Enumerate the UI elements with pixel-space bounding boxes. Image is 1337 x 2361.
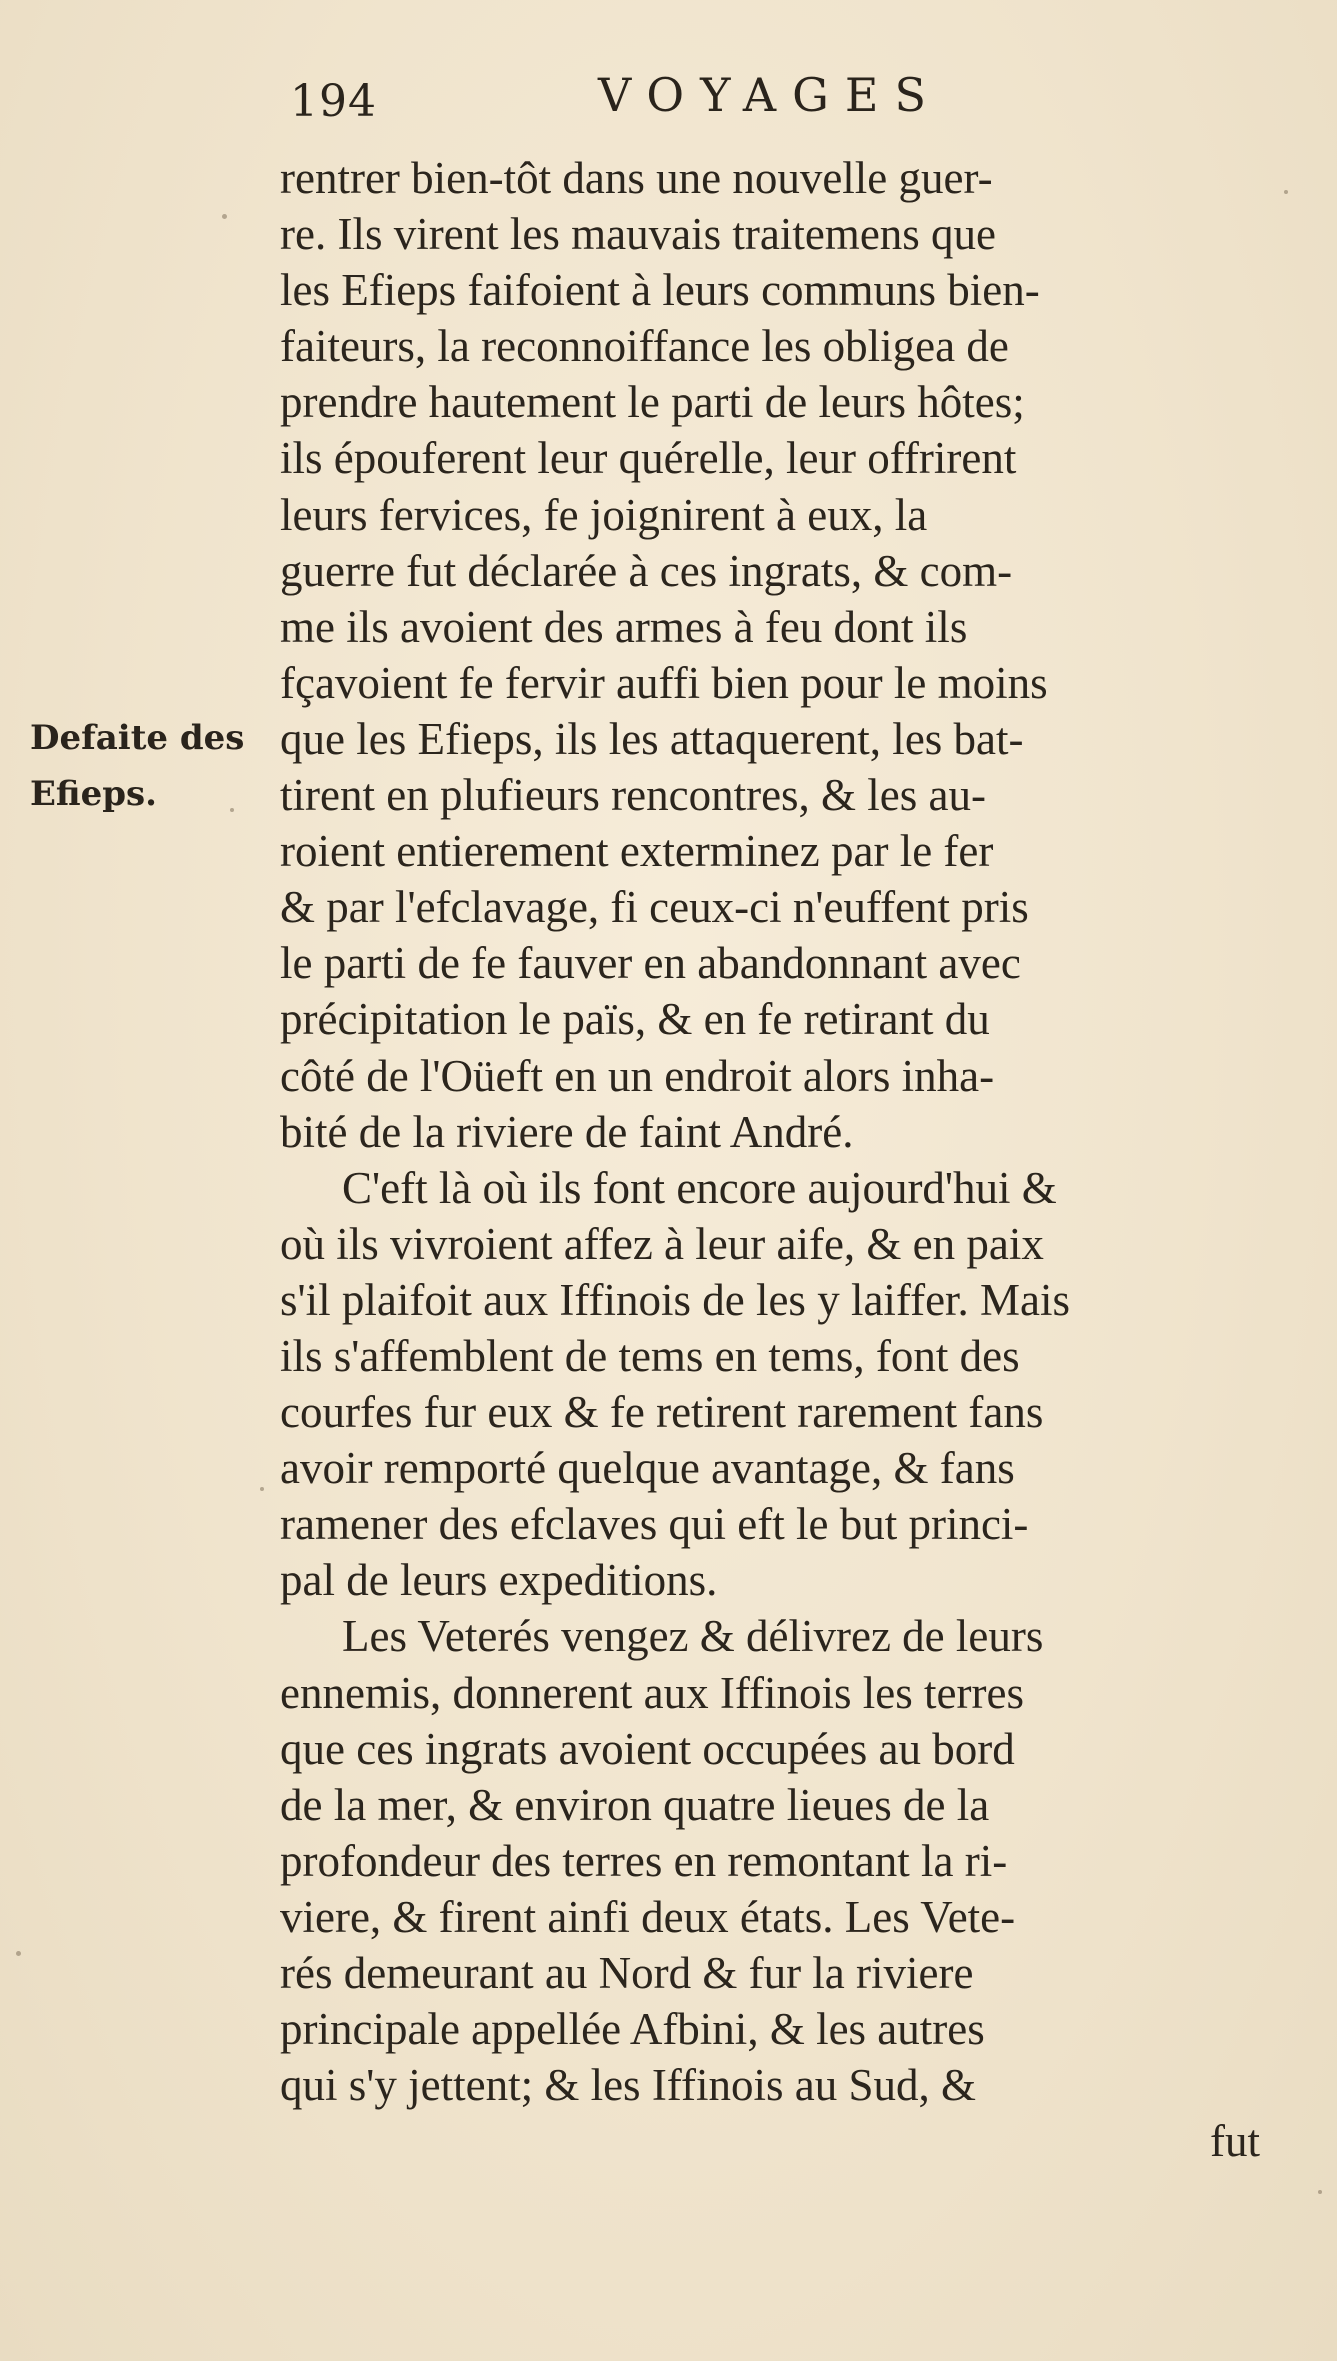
running-title: VOYAGES <box>598 68 942 122</box>
text-line: rentrer bien-tôt dans une nouvelle guer- <box>280 153 993 203</box>
margin-note-line-1: Defaite des <box>30 718 245 758</box>
paper-speck <box>16 1951 21 1956</box>
paragraph-start-line: C'eft là où ils font encore aujourd'hui & <box>342 1162 1057 1213</box>
text-line: tirent en plufieurs rencontres, & les au- <box>280 770 987 821</box>
margin-note <box>30 710 280 822</box>
paper-speck <box>1318 2190 1322 2194</box>
page-header <box>290 68 1050 138</box>
text-line: les Efieps faifoient à leurs communs bien- <box>280 265 1040 316</box>
text-line: ennemis, donnerent aux Iffinois les terres <box>280 1667 1024 1718</box>
text-line: avoir remporté quelque avantage, & fans <box>280 1443 1015 1494</box>
text-line: faiteurs, la reconnoiffance les obligea de <box>280 321 1009 372</box>
text-line: viere, & firent ainfi deux états. Les Vete- <box>280 1891 1016 1942</box>
text-line: me ils avoient des armes à feu dont ils <box>280 601 968 652</box>
text-line: principale appellée Afbini, & les autres <box>280 2004 985 2055</box>
paper-speck <box>260 1487 264 1491</box>
text-line: de la mer, & environ quatre lieues de la <box>280 1779 990 1830</box>
text-line: que les Efieps, ils les attaquerent, les bat- <box>280 713 1024 764</box>
text-line: guerre fut déclarée à ces ingrats, & com- <box>280 545 1013 596</box>
body-text <box>280 150 1280 2169</box>
text-line: leurs fervices, fe joignirent à eux, la <box>280 489 928 540</box>
text-line: fçavoient fe fervir auffi bien pour le moins <box>280 657 1048 708</box>
text-line: re. Ils virent les mauvais traitemens que <box>280 209 997 260</box>
catchword: fut <box>1210 2116 1260 2167</box>
text-line: roient entierement exterminez par le fer <box>280 826 994 877</box>
text-line: bité de la riviere de faint André. <box>280 1106 854 1157</box>
text-line: ils épouferent leur quérelle, leur offrirent <box>280 433 1017 484</box>
text-line: courfes fur eux & fe retirent rarement fans <box>280 1387 1044 1438</box>
text-line: qui s'y jettent; & les Iffinois au Sud, & <box>280 2060 976 2111</box>
text-line: que ces ingrats avoient occupées au bord <box>280 1723 1015 1774</box>
margin-note-line-2: Efieps. <box>30 774 158 814</box>
paper-speck <box>222 214 227 219</box>
paragraph-start-line: Les Veterés vengez & délivrez de leurs <box>342 1611 1044 1662</box>
text-line: ramener des efclaves qui eft le but princi- <box>280 1499 1029 1550</box>
text-line: le parti de fe fauver en abandonnant avec <box>280 938 1021 989</box>
text-line: s'il plaifoit aux Iffinois de les y laiffer. Mais <box>280 1274 1071 1325</box>
text-line: précipitation le païs, & en fe retirant du <box>280 994 990 1045</box>
text-line: où ils vivroient affez à leur aife, & en paix <box>280 1218 1044 1269</box>
text-line: profondeur des terres en remontant la ri- <box>280 1835 1008 1886</box>
page-number: 194 <box>290 76 377 127</box>
text-line: prendre hautement le parti de leurs hôtes; <box>280 377 1025 428</box>
text-line: côté de l'Oüeft en un endroit alors inha- <box>280 1050 995 1101</box>
paper-speck <box>230 808 234 812</box>
text-line: & par l'efclavage, fi ceux-ci n'euffent pris <box>280 882 1029 933</box>
text-line: rés demeurant au Nord & fur la riviere <box>280 1948 974 1998</box>
paper-speck <box>1284 190 1288 194</box>
text-line: ils s'affemblent de tems en tems, font des <box>280 1330 1020 1381</box>
text-line: pal de leurs expeditions. <box>280 1555 718 1606</box>
